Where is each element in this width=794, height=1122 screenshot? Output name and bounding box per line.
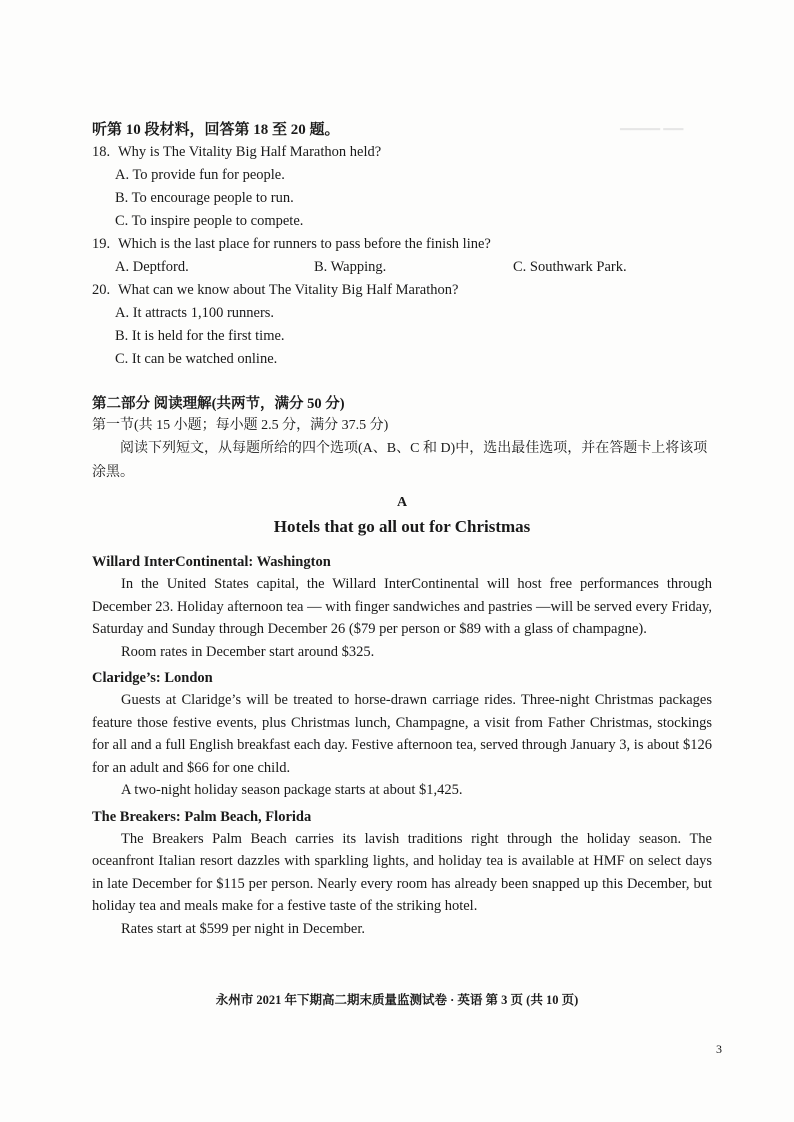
part2-instructions: 阅读下列短文，从每题所给的四个选项(A、B、C 和 D)中，选出最佳选项，并在答题卡上将该项涂黑。 <box>92 441 708 480</box>
question-20 <box>92 279 712 302</box>
option-20b: B. It is held for the first time. <box>115 328 285 344</box>
question-number: 18. <box>92 144 111 160</box>
paragraph: Guests at Claridge’s will be treated to horse-drawn carriage rides. Three-night Christmas packages feature those festive events, plus Christmas lunch, Champagne, a visit from Father Christmas, stockings for all and a full English breakfast each day. Festive afternoon tea, served through January 3, is about $126 for an adult and $66 for one child. <box>92 692 712 776</box>
paragraph: Rates start at $599 per night in December. <box>121 920 366 937</box>
question-19 <box>92 233 712 256</box>
paragraph: In the United States capital, the Willard InterContinental will host free performances through December 23. Holiday afternoon tea — with finger sandwiches and pastries —will be served every Friday, Saturday and Sunday through December 26 ($79 per person or $89 with a glass of champagne). <box>92 576 712 637</box>
option-18c: C. To inspire people to compete. <box>115 213 304 229</box>
question-text: Which is the last place for runners to pass before the finish line? <box>118 236 491 252</box>
part2-section1: 第一节(共 15 小题；每小题 2.5 分，满分 37.5 分) <box>92 418 389 433</box>
paragraph: The Breakers Palm Beach carries its lavish traditions right through the holiday season. The oceanfront Italian resort dazzles with sparkling lights, and holiday tea is available at HMF on select days in late December for $115 per person. Nearly every room has already been snapped up this December, but holiday tea and meals make for a festive taste of the striking hotel. <box>92 830 712 914</box>
options-19 <box>92 256 712 279</box>
section-10-heading: 听第 10 段材料，回答第 18 至 20 题。 <box>92 122 340 138</box>
option-20a: A. It attracts 1,100 runners. <box>115 305 275 321</box>
option-19b: B. Wapping. <box>314 259 387 275</box>
passage-letter: A <box>396 495 408 510</box>
option-18b: B. To encourage people to run. <box>115 190 294 206</box>
hotel-name-willard: Willard InterContinental: Washington <box>92 554 331 570</box>
question-text: Why is The Vitality Big Half Marathon held? <box>118 144 382 160</box>
part2-heading: 第二部分 阅读理解(共两节，满分 50 分) <box>92 396 345 412</box>
option-19c: C. Southwark Park. <box>513 259 627 275</box>
option-18a: A. To provide fun for people. <box>115 167 285 183</box>
bleed-through: ▁▁▁▁ ▁▁ <box>620 115 684 130</box>
paragraph: Room rates in December start around $325. <box>121 643 375 660</box>
hotel-name-breakers: The Breakers: Palm Beach, Florida <box>92 808 312 825</box>
question-18 <box>92 141 712 164</box>
paragraph: A two-night holiday season package starts at about $1,425. <box>121 782 463 798</box>
page-content <box>92 112 712 940</box>
page-number: 3 <box>716 1042 722 1056</box>
page-footer: 永州市 2021 年下期高二期末质量监测试卷 · 英语 第 3 页 (共 10 页) <box>215 993 579 1007</box>
question-number: 19. <box>92 236 111 252</box>
question-number: 20. <box>92 282 111 298</box>
option-19a: A. Deptford. <box>115 259 189 275</box>
passage-title: Hotels that go all out for Christmas <box>273 517 531 536</box>
question-text: What can we know about The Vitality Big Half Marathon? <box>118 282 459 298</box>
hotel-name-claridges: Claridge’s: London <box>92 670 213 686</box>
option-20c: C. It can be watched online. <box>115 351 278 367</box>
